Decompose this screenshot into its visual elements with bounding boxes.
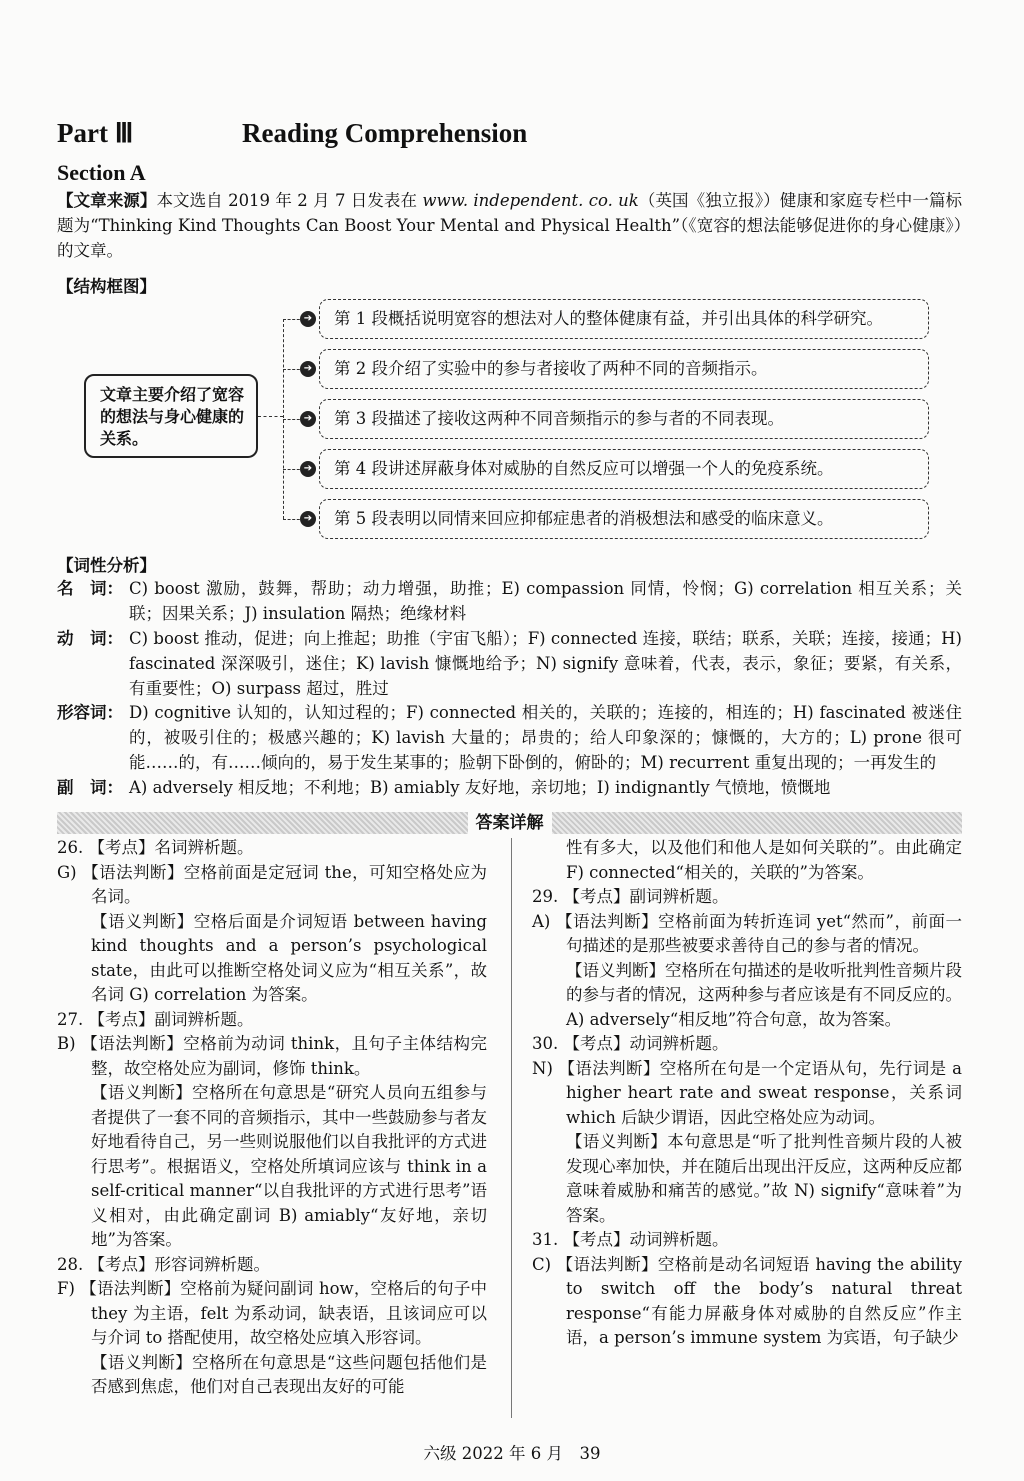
- source-text-1: 本文选自 2019 年 2 月 7 日发表在: [156, 191, 423, 210]
- answer-line: 性有多大，以及他们和他人是如何关联的”。由此确定 F) connected“相关的，关联的”为答案。: [566, 838, 962, 882]
- arrow-right-icon: ➔: [300, 511, 316, 527]
- section-title: Section A: [57, 160, 146, 185]
- answer-line: B) 【语法判断】空格前为动词 think，且句子主体结构完整，故空格处应为副词，修饰 think。: [57, 1034, 487, 1078]
- part-name: Reading Comprehension: [242, 118, 528, 148]
- answer-line: 29. 【考点】副词辨析题。: [532, 887, 729, 906]
- paragraph-box: 第 1 段概括说明宽容的想法对人的整体健康有益，并引出具体的科学研究。: [319, 299, 929, 339]
- answers-title: 答案详解: [468, 811, 552, 835]
- answer-line: 【语义判断】空格所在句意思是“这些问题包括他们是否感到焦虑，他们对自己表现出友好的可能: [91, 1352, 487, 1396]
- source-url: www. independent. co. uk: [422, 191, 639, 210]
- answer-line: 30. 【考点】动词辨析题。: [532, 1034, 729, 1053]
- part-number: Part Ⅲ: [57, 118, 134, 148]
- column-divider: [511, 838, 512, 1418]
- pos-verb: [57, 626, 962, 701]
- answer-line: C) 【语法判断】空格前是动名词短语 having the ability to switch off the body’s natural threat response“有能力屏蔽身体对威胁的自然反应”作主语，a person’s immune system 为宾语，句子缺少: [532, 1254, 962, 1347]
- answer-line: 28. 【考点】形容词辨析题。: [57, 1254, 270, 1274]
- paragraph-box: 第 5 段表明以同情来回应抑郁症患者的消极想法和感受的临床意义。: [319, 499, 929, 539]
- answer-line: 【语义判断】空格所在句描述的是收听批判性音频片段的参与者的情况，这两种参与者应该是有不同反应的。A) adversely“相反地”符合句意，故为答案。: [566, 960, 962, 1029]
- answer-line: 【语义判断】空格后面是介词短语 between having kind thoughts and a person’s psychological state，由此可以推断空格处词义应为“相互关系”，故名词 G) correlation 为答案。: [91, 911, 487, 1004]
- answer-line: 【语义判断】本句意思是“听了批判性音频片段的人被发现心率加快，并在随后出现出汗反应，这两种反应都意味着威胁和痛苦的感觉。”故 N) signify“意味着”为答案。: [566, 1132, 962, 1225]
- answer-line: A) 【语法判断】空格前面为转折连词 yet“然而”，前面一句描述的是那些被要求善待自己的参与者的情况。: [532, 911, 962, 955]
- arrow-right-icon: ➔: [300, 361, 316, 377]
- pos-key: 动 词：: [57, 629, 123, 648]
- answer-line: 【语义判断】空格所在句意思是“研究人员向五组参与者提供了一套不同的音频指示，其中一些鼓励参与者友好地看待自己，另一些则说服他们以自我批评的方式进行思考”。根据语义，空格处所填词应该与 think in a self-critical manner“以自我批评的方式进行思考”语义相对，由此确定副词 B) amiably“友好地，亲切地”为答案。: [91, 1083, 487, 1249]
- paragraph-box: 第 2 段介绍了实验中的参与者接收了两种不同的音频指示。: [319, 349, 929, 389]
- pos-value: C) boost 激励，鼓舞，帮助；动力增强，助推；E) compassion 同情，怜悯；G) correlation 相互关系；关联；因果关系；J) insulation 隔热；绝缘材料: [129, 579, 962, 623]
- arrow-right-icon: ➔: [300, 461, 316, 477]
- answer-line: F) 【语法判断】空格前为疑问副词 how，空格后的句子中 they 为主语，felt 为系动词，缺表语，且该词应可以与介词 to 搭配使用，故空格处应填入形容词。: [57, 1279, 487, 1347]
- source-text-2: （英国《独立报》）健康和家庭专栏中一篇标题为“Thinking Kind Thoughts Can Boost Your Mental and Physical Health”（《宽容的想法能够促进你的身心健康》）的文章。: [57, 191, 963, 260]
- arrow-right-icon: ➔: [300, 311, 316, 327]
- pos-key: 名 词：: [57, 579, 123, 598]
- right-column: [532, 836, 962, 1351]
- structure-main-box: 文章主要介绍了宽容的想法与身心健康的关系。: [84, 374, 258, 458]
- structure-label: 【结构框图】: [57, 277, 156, 296]
- answer-line: 26. 【考点】名词辨析题。: [57, 838, 254, 857]
- pos-adjective: [57, 700, 962, 775]
- arrow-right-icon: ➔: [300, 411, 316, 427]
- paragraph-box: 第 3 段描述了接收这两种不同音频指示的参与者的不同表现。: [319, 399, 929, 439]
- answer-line: G) 【语法判断】空格前面是定冠词 the，可知空格处应为名词。: [57, 862, 487, 906]
- pos-value: D) cognitive 认知的，认知过程的；F) connected 相关的，关联的；连接的，相连的；H) fascinated 被迷住的，被吸引住的；极感兴趣的；K) lavish 大量的；昂贵的；给人印象深的；慷慨的，大方的；L) prone 很可能……的，有……倾向的，易于发生某事的；脸朝下卧倒的，俯卧的；M) recurrent 重复出现的；一再发生的: [129, 703, 962, 772]
- answer-line: N) 【语法判断】空格所在句是一个定语从句，先行词是 a higher heart rate and sweat response，关系词 which 后缺少谓语，因此空格处应为动词。: [532, 1058, 962, 1127]
- source-tag: 【文章来源】: [57, 191, 157, 210]
- connector-main: [258, 416, 283, 417]
- pos-value: A) adversely 相反地；不利地；B) amiably 友好地，亲切地；I) indignantly 气愤地，愤慨地: [129, 778, 831, 797]
- left-column: [57, 836, 487, 1400]
- pos-key: 形容词：: [57, 703, 123, 722]
- pos-key: 副 词：: [57, 778, 123, 797]
- pos-adverb: [57, 775, 962, 800]
- article-source: [57, 188, 962, 263]
- pos-noun: [57, 576, 962, 626]
- pos-value: C) boost 推动，促进；向上推起；助推（宇宙飞船）；F) connected 连接，联结；联系，关联；连接，接通；H) fascinated 深深吸引，迷住；K) lavish 慷慨地给予；N) signify 意味着，代表，表示，象征；要紧，有关系，有重要性；O) surpass 超过，胜过: [129, 629, 962, 698]
- answer-line: 31. 【考点】动词辨析题。: [532, 1230, 729, 1249]
- part-title: [57, 118, 527, 149]
- answer-line: 27. 【考点】副词辨析题。: [57, 1009, 254, 1029]
- pos-label: 【词性分析】: [57, 556, 156, 575]
- paragraph-box: 第 4 段讲述屏蔽身体对威胁的自然反应可以增强一个人的免疫系统。: [319, 449, 929, 489]
- page-footer: 六级 2022 年 6 月 39: [423, 1444, 601, 1463]
- answers-banner: [57, 812, 962, 834]
